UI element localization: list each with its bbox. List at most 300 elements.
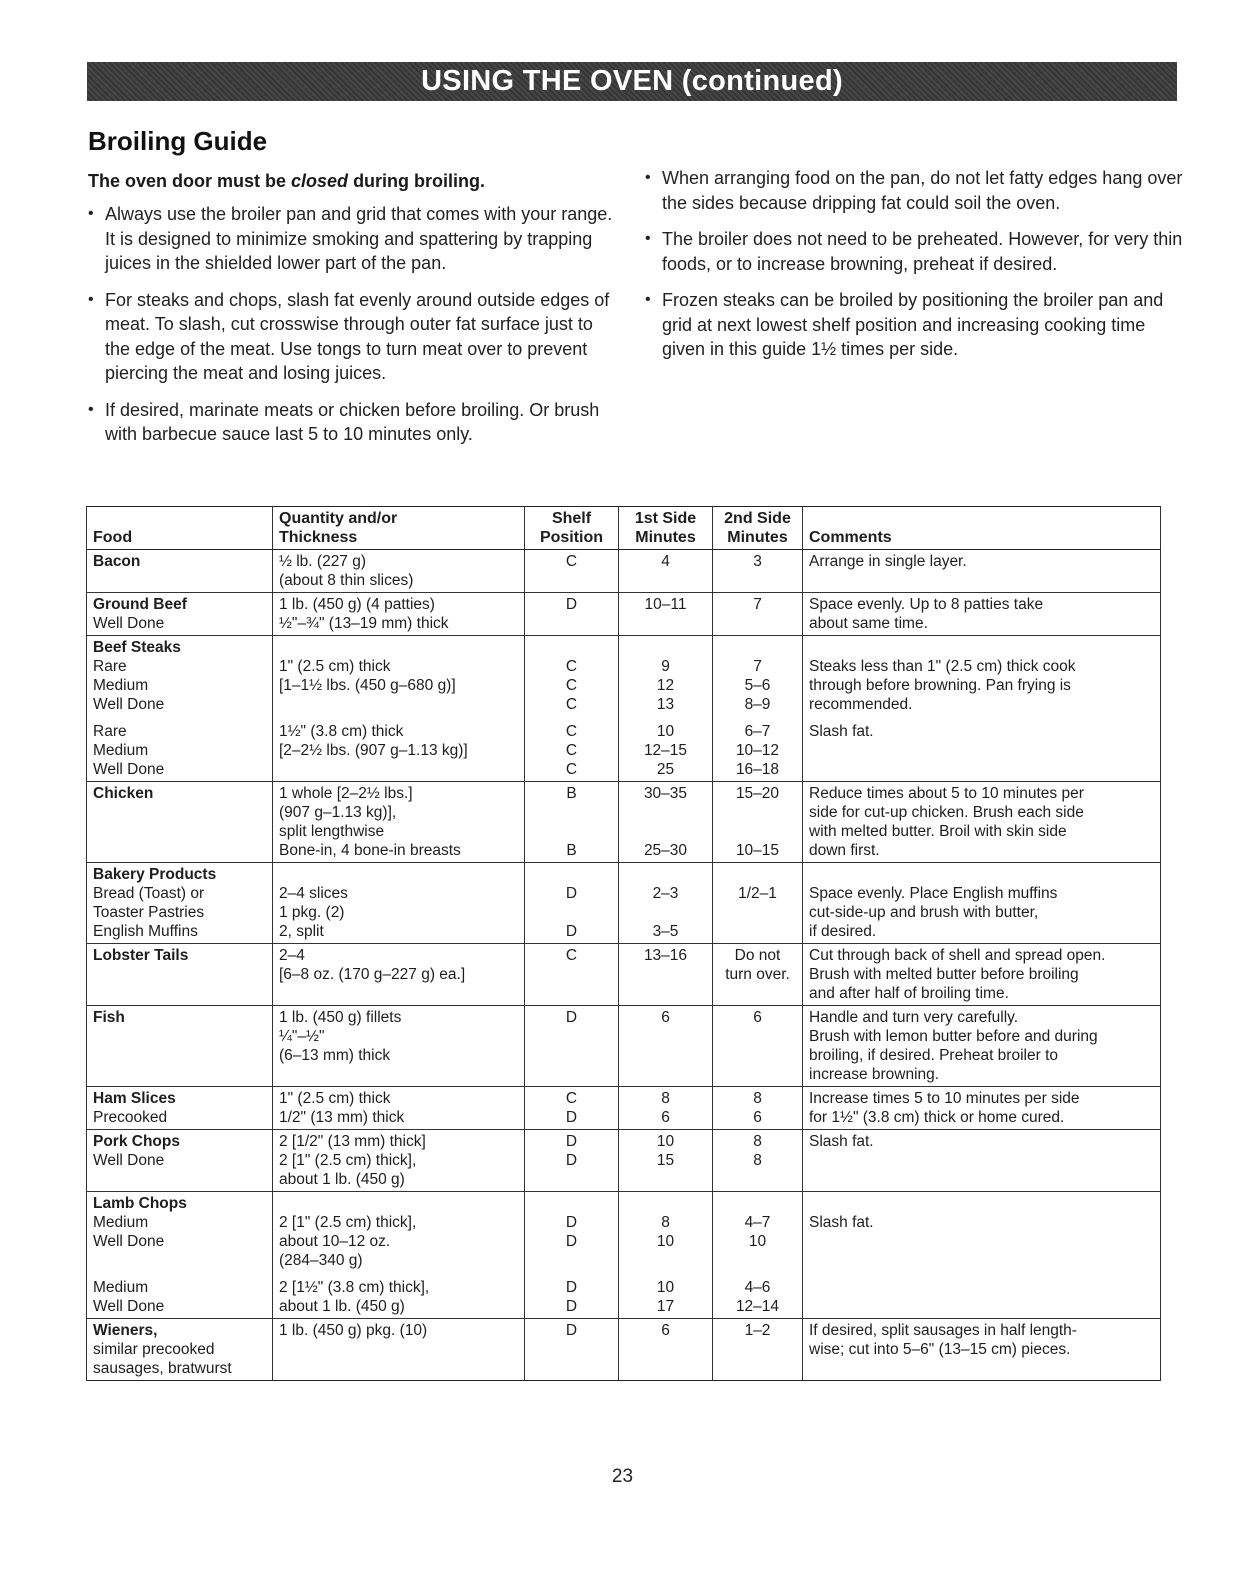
cell-line: [625, 1270, 706, 1278]
cell-line: Medium: [93, 1279, 149, 1296]
door-note: [88, 171, 618, 192]
comments-cell: [803, 1192, 1161, 1319]
first-side-minutes-cell: [619, 1319, 713, 1381]
cell-line: for 1½" (3.8 cm) thick or home cured.: [809, 1109, 1065, 1126]
food-cell: [87, 1130, 273, 1192]
cell-line: [625, 803, 706, 822]
cell-line: D: [565, 1214, 578, 1231]
cell-line: (about 8 thin slices): [279, 572, 414, 589]
right-column: [645, 166, 1185, 374]
cell-line: [531, 638, 612, 657]
cell-line: D: [565, 1152, 578, 1169]
cell-line: 1 whole [2–2½ lbs.]: [279, 785, 413, 802]
cell-line: [625, 822, 706, 841]
cell-line: 2–4 slices: [279, 885, 348, 902]
cell-line: D: [565, 1298, 578, 1315]
quantity-cell: [273, 944, 525, 1006]
cell-line: [719, 865, 796, 884]
cell-line: broiling, if desired. Preheat broiler to: [809, 1047, 1058, 1064]
cell-line: C: [565, 658, 578, 675]
cell-line: Cut through back of shell and spread open.: [809, 947, 1106, 964]
cell-line: 1" (2.5 cm) thick: [279, 658, 391, 675]
table-row: [87, 863, 1161, 944]
comments-cell: [803, 782, 1161, 863]
cell-line: [93, 714, 266, 722]
cell-line: Slash fat.: [809, 1133, 874, 1150]
cell-line: if desired.: [809, 923, 877, 940]
cell-line: Slash fat.: [809, 723, 874, 740]
cell-line: Reduce times about 5 to 10 minutes per: [809, 785, 1084, 802]
cell-line: 8–9: [744, 696, 771, 713]
cell-line: 6: [661, 1322, 670, 1339]
cell-line: Rare: [93, 658, 127, 675]
cell-line: 2 [1" (2.5 cm) thick],: [279, 1214, 417, 1231]
cell-line: 12–15: [643, 742, 688, 759]
cell-line: 8: [753, 1152, 762, 1169]
cell-line: [625, 1251, 706, 1270]
cell-line: ½"–¾" (13–19 mm) thick: [279, 615, 449, 632]
table-row: [87, 1319, 1161, 1381]
shelf-position-cell: [525, 1006, 619, 1087]
left-column: [88, 171, 618, 459]
bullet-item: • When arranging food on the pan, do not let fatty edges hang over the sides because dripping fat could soil the oven.: [645, 166, 1185, 215]
cell-line: Arrange in single layer.: [809, 553, 967, 570]
header-first-side: 1st Side Minutes: [619, 507, 713, 550]
cell-line: 6: [753, 1009, 762, 1026]
bullet-item: • The broiler does not need to be preheated. However, for very thin foods, or to increase browning, preheat if desired.: [645, 227, 1185, 276]
cell-line: [809, 865, 1154, 884]
cell-line: (907 g–1.13 kg)],: [279, 804, 397, 821]
cell-line: recommended.: [809, 696, 913, 713]
table-row: [87, 944, 1161, 1006]
cell-line: [625, 865, 706, 884]
bullet-item: • Always use the broiler pan and grid that comes with your range. It is designed to minimize smoking and spattering by trapping juices in the shielded lower part of the pan.: [88, 202, 618, 276]
door-note-emphasis: closed: [291, 171, 349, 191]
cell-line: 10: [656, 1233, 675, 1250]
cell-line: side for cut-up chicken. Brush each side: [809, 804, 1084, 821]
cell-line: English Muffins: [93, 923, 198, 940]
cell-line: 6–7: [744, 723, 771, 740]
shelf-position-cell: [525, 636, 619, 782]
quantity-cell: [273, 1192, 525, 1319]
food-cell: [87, 1087, 273, 1130]
shelf-position-cell: [525, 593, 619, 636]
first-side-minutes-cell: [619, 636, 713, 782]
cell-line: C: [565, 696, 578, 713]
shelf-position-cell: [525, 944, 619, 1006]
cell-line: [279, 695, 518, 714]
cell-line: [719, 1251, 796, 1270]
table-row: [87, 782, 1161, 863]
left-bullet-list: [88, 202, 618, 447]
cell-line: [625, 903, 706, 922]
cell-line: [93, 1251, 266, 1270]
cell-line: [719, 922, 796, 941]
cell-line: 12–14: [735, 1298, 780, 1315]
cell-line: (6–13 mm) thick: [279, 1047, 391, 1064]
table-row: [87, 636, 1161, 782]
cell-line: 8: [753, 1090, 762, 1107]
table-row: [87, 593, 1161, 636]
quantity-cell: [273, 1087, 525, 1130]
cell-line: 2 [1" (2.5 cm) thick],: [279, 1152, 417, 1169]
cell-line: Toaster Pastries: [93, 904, 205, 921]
cell-line: [809, 714, 1154, 722]
cell-line: Lamb Chops: [93, 1195, 187, 1212]
food-cell: [87, 944, 273, 1006]
cell-line: Do not: [734, 947, 781, 964]
cell-line: (284–340 g): [279, 1252, 363, 1269]
food-cell: [87, 1319, 273, 1381]
cell-line: Well Done: [93, 1152, 165, 1169]
cell-line: Bacon: [93, 553, 141, 570]
cell-line: C: [565, 677, 578, 694]
table-row: [87, 550, 1161, 593]
cell-line: turn over.: [725, 966, 790, 983]
cell-line: D: [565, 1109, 578, 1126]
cell-line: 15–20: [735, 785, 780, 802]
cell-line: If desired, split sausages in half length-: [809, 1322, 1077, 1339]
quantity-cell: [273, 636, 525, 782]
cell-line: [531, 865, 612, 884]
cell-line: Ground Beef: [93, 596, 187, 613]
cell-line: ¼"–½": [279, 1028, 325, 1045]
cell-line: Brush with lemon butter before and during: [809, 1028, 1098, 1045]
first-side-minutes-cell: [619, 593, 713, 636]
cell-line: about 1 lb. (450 g): [279, 1298, 405, 1315]
cell-line: Space evenly. Up to 8 patties take: [809, 596, 1044, 613]
cell-line: Precooked: [93, 1109, 168, 1126]
cell-line: [531, 714, 612, 722]
cell-line: [531, 903, 612, 922]
second-side-minutes-cell: [713, 636, 803, 782]
cell-line: [625, 638, 706, 657]
door-note-suffix: during broiling.: [348, 171, 486, 191]
cell-line: 1 pkg. (2): [279, 904, 345, 921]
food-cell: [87, 593, 273, 636]
bullet-item: • If desired, marinate meats or chicken before broiling. Or brush with barbecue sauce last 5 to 10 minutes only.: [88, 398, 618, 447]
cell-line: Medium: [93, 742, 149, 759]
cell-line: 13–16: [643, 947, 688, 964]
section-banner: [87, 62, 1177, 101]
cell-line: 10: [656, 1279, 675, 1296]
cell-line: Medium: [93, 677, 149, 694]
shelf-position-cell: [525, 1130, 619, 1192]
cell-line: Handle and turn very carefully.: [809, 1009, 1019, 1026]
cell-line: through before browning. Pan frying is: [809, 677, 1071, 694]
cell-line: 10–12: [735, 742, 780, 759]
cell-line: [809, 1194, 1154, 1213]
cell-line: Well Done: [93, 761, 165, 778]
cell-line: D: [565, 1133, 578, 1150]
cell-line: D: [565, 1009, 578, 1026]
cell-line: [625, 714, 706, 722]
cell-line: C: [565, 761, 578, 778]
cell-line: Space evenly. Place English muffins: [809, 885, 1058, 902]
cell-line: 13: [656, 696, 675, 713]
cell-line: [531, 1270, 612, 1278]
first-side-minutes-cell: [619, 1087, 713, 1130]
cell-line: Well Done: [93, 1233, 165, 1250]
cell-line: 8: [661, 1090, 670, 1107]
right-bullet-list: [645, 166, 1185, 362]
cell-line: C: [565, 947, 578, 964]
cell-line: 2–4: [279, 947, 305, 964]
cell-line: Rare: [93, 723, 127, 740]
quantity-cell: [273, 863, 525, 944]
comments-cell: [803, 944, 1161, 1006]
cell-line: [1–1½ lbs. (450 g–680 g)]: [279, 677, 456, 694]
cell-line: 8: [661, 1214, 670, 1231]
cell-line: 6: [661, 1109, 670, 1126]
cell-line: D: [565, 923, 578, 940]
bullet-item: • Frozen steaks can be broiled by positioning the broiler pan and grid at next lowest shelf position and increasing cooking time given in this guide 1½ times per side.: [645, 288, 1185, 362]
cell-line: Fish: [93, 1009, 125, 1026]
food-cell: [87, 782, 273, 863]
cell-line: [809, 638, 1154, 657]
comments-cell: [803, 1319, 1161, 1381]
food-cell: [87, 550, 273, 593]
table-row: [87, 1006, 1161, 1087]
cell-line: about 10–12 oz.: [279, 1233, 391, 1250]
cell-line: 4–7: [744, 1214, 771, 1231]
cell-line: Chicken: [93, 785, 154, 802]
food-cell: [87, 863, 273, 944]
broiling-table-container: [86, 506, 1160, 1381]
cell-line: cut-side-up and brush with butter,: [809, 904, 1039, 921]
cell-line: 25: [656, 761, 675, 778]
quantity-cell: [273, 593, 525, 636]
cell-line: [279, 1194, 518, 1213]
shelf-position-cell: [525, 782, 619, 863]
page-title: Broiling Guide: [88, 126, 268, 156]
cell-line: split lengthwise: [279, 823, 385, 840]
table-row: [87, 1130, 1161, 1192]
cell-line: 1" (2.5 cm) thick: [279, 1090, 391, 1107]
cell-line: Bakery Products: [93, 866, 217, 883]
cell-line: 9: [661, 658, 670, 675]
comments-cell: [803, 1130, 1161, 1192]
cell-line: Medium: [93, 1214, 149, 1231]
broiling-guide-table: [86, 506, 1161, 1381]
cell-line: D: [565, 1322, 578, 1339]
first-side-minutes-cell: [619, 944, 713, 1006]
comments-cell: [803, 1006, 1161, 1087]
cell-line: C: [565, 742, 578, 759]
cell-line: 7: [753, 596, 762, 613]
food-cell: [87, 1006, 273, 1087]
cell-line: [719, 803, 796, 822]
cell-line: D: [565, 885, 578, 902]
cell-line: Bone-in, 4 bone-in breasts: [279, 842, 461, 859]
cell-line: Brush with melted butter before broiling: [809, 966, 1079, 983]
cell-line: 12: [656, 677, 675, 694]
cell-line: [279, 638, 518, 657]
door-note-prefix: The oven door must be: [88, 171, 292, 191]
cell-line: Wieners,: [93, 1322, 158, 1339]
cell-line: 2 [1/2" (13 mm) thick]: [279, 1133, 426, 1150]
cell-line: [2–2½ lbs. (907 g–1.13 kg)]: [279, 742, 468, 759]
shelf-position-cell: [525, 1087, 619, 1130]
cell-line: ½ lb. (227 g): [279, 553, 367, 570]
food-cell: [87, 636, 273, 782]
shelf-position-cell: [525, 1319, 619, 1381]
quantity-cell: [273, 550, 525, 593]
cell-line: sausages, bratwurst: [93, 1360, 232, 1377]
cell-line: [6–8 oz. (170 g–227 g) ea.]: [279, 966, 466, 983]
cell-line: [531, 822, 612, 841]
cell-line: Increase times 5 to 10 minutes per side: [809, 1090, 1080, 1107]
cell-line: [625, 1194, 706, 1213]
quantity-cell: [273, 782, 525, 863]
banner-title: USING THE OVEN (continued): [421, 65, 843, 97]
second-side-minutes-cell: [713, 1087, 803, 1130]
cell-line: 4–6: [744, 1279, 771, 1296]
second-side-minutes-cell: [713, 863, 803, 944]
cell-line: [279, 865, 518, 884]
cell-line: 10: [748, 1233, 767, 1250]
bullet-item: • For steaks and chops, slash fat evenly around outside edges of meat. To slash, cut crosswise through outer fat surface just to the edge of the meat. Use tongs to turn meat over to prevent piercing the meat and losing juices.: [88, 288, 618, 386]
cell-line: 1½" (3.8 cm) thick: [279, 723, 404, 740]
cell-line: [531, 803, 612, 822]
cell-line: 1 lb. (450 g) fillets: [279, 1009, 402, 1026]
cell-line: 17: [656, 1298, 675, 1315]
cell-line: Pork Chops: [93, 1133, 180, 1150]
shelf-position-cell: [525, 1192, 619, 1319]
first-side-minutes-cell: [619, 550, 713, 593]
table-header: [87, 507, 1161, 550]
quantity-cell: [273, 1319, 525, 1381]
first-side-minutes-cell: [619, 1130, 713, 1192]
cell-line: [719, 1194, 796, 1213]
cell-line: 1 lb. (450 g) (4 patties): [279, 596, 435, 613]
cell-line: Ham Slices: [93, 1090, 176, 1107]
cell-line: 1/2–1: [738, 885, 777, 902]
cell-line: 2 [1½" (3.8 cm) thick],: [279, 1279, 430, 1296]
cell-line: 8: [753, 1133, 762, 1150]
second-side-minutes-cell: [713, 944, 803, 1006]
second-side-minutes-cell: [713, 550, 803, 593]
first-side-minutes-cell: [619, 1192, 713, 1319]
food-cell: [87, 1192, 273, 1319]
cell-line: increase browning.: [809, 1066, 940, 1083]
header-quantity: Quantity and/or Thickness: [273, 507, 525, 550]
cell-line: D: [565, 1233, 578, 1250]
cell-line: and after half of broiling time.: [809, 985, 1009, 1002]
cell-line: 2–3: [652, 885, 679, 902]
cell-line: C: [565, 1090, 578, 1107]
quantity-cell: [273, 1130, 525, 1192]
cell-line: D: [565, 1279, 578, 1296]
shelf-position-cell: [525, 863, 619, 944]
cell-line: [719, 638, 796, 657]
cell-line: [279, 714, 518, 722]
cell-line: Well Done: [93, 1298, 165, 1315]
cell-line: Well Done: [93, 696, 165, 713]
cell-line: C: [565, 723, 578, 740]
cell-line: 1–2: [744, 1322, 771, 1339]
cell-line: 10: [656, 1133, 675, 1150]
table-row: [87, 1192, 1161, 1319]
cell-line: 6: [661, 1009, 670, 1026]
header-second-side: 2nd Side Minutes: [713, 507, 803, 550]
cell-line: [279, 1270, 518, 1278]
cell-line: [719, 1270, 796, 1278]
cell-line: [93, 1270, 266, 1278]
cell-line: Lobster Tails: [93, 947, 189, 964]
cell-line: C: [565, 553, 578, 570]
cell-line: Bread (Toast) or: [93, 885, 205, 902]
second-side-minutes-cell: [713, 782, 803, 863]
cell-line: [531, 1251, 612, 1270]
comments-cell: [803, 863, 1161, 944]
comments-cell: [803, 636, 1161, 782]
cell-line: 1/2" (13 mm) thick: [279, 1109, 405, 1126]
cell-line: Beef Steaks: [93, 639, 181, 656]
cell-line: 10–11: [644, 596, 687, 613]
cell-line: [719, 822, 796, 841]
cell-line: [719, 714, 796, 722]
cell-line: 3: [753, 553, 762, 570]
comments-cell: [803, 1087, 1161, 1130]
second-side-minutes-cell: [713, 1192, 803, 1319]
page-number: 23: [611, 1466, 634, 1487]
cell-line: 10–15: [735, 842, 780, 859]
cell-line: 1 lb. (450 g) pkg. (10): [279, 1322, 428, 1339]
comments-cell: [803, 550, 1161, 593]
cell-line: 5–6: [744, 677, 771, 694]
cell-line: down first.: [809, 842, 880, 859]
cell-line: B: [566, 785, 577, 802]
comments-cell: [803, 593, 1161, 636]
first-side-minutes-cell: [619, 1006, 713, 1087]
cell-line: 15: [656, 1152, 675, 1169]
table-body: [87, 550, 1161, 1381]
second-side-minutes-cell: [713, 593, 803, 636]
cell-line: 25–30: [643, 842, 688, 859]
cell-line: wise; cut into 5–6" (13–15 cm) pieces.: [809, 1341, 1071, 1358]
cell-line: about same time.: [809, 615, 928, 632]
cell-line: 2, split: [279, 923, 324, 940]
second-side-minutes-cell: [713, 1006, 803, 1087]
cell-line: B: [566, 842, 577, 859]
cell-line: 4: [661, 553, 670, 570]
cell-line: with melted butter. Broil with skin side: [809, 823, 1067, 840]
cell-line: 7: [753, 658, 762, 675]
cell-line: 16–18: [735, 761, 780, 778]
cell-line: Steaks less than 1" (2.5 cm) thick cook: [809, 658, 1076, 675]
first-side-minutes-cell: [619, 863, 713, 944]
cell-line: D: [565, 596, 578, 613]
shelf-position-cell: [525, 550, 619, 593]
cell-line: 10: [656, 723, 675, 740]
cell-line: about 1 lb. (450 g): [279, 1171, 405, 1188]
header-shelf: Shelf Position: [525, 507, 619, 550]
table-row: [87, 1087, 1161, 1130]
second-side-minutes-cell: [713, 1130, 803, 1192]
quantity-cell: [273, 1006, 525, 1087]
cell-line: 30–35: [643, 785, 688, 802]
header-food: Food: [87, 507, 273, 550]
header-comments: Comments: [803, 507, 1161, 550]
cell-line: Well Done: [93, 615, 165, 632]
cell-line: 3–5: [652, 923, 679, 940]
cell-line: 6: [753, 1109, 762, 1126]
cell-line: Slash fat.: [809, 1214, 874, 1231]
cell-line: [531, 1194, 612, 1213]
cell-line: [719, 903, 796, 922]
second-side-minutes-cell: [713, 1319, 803, 1381]
